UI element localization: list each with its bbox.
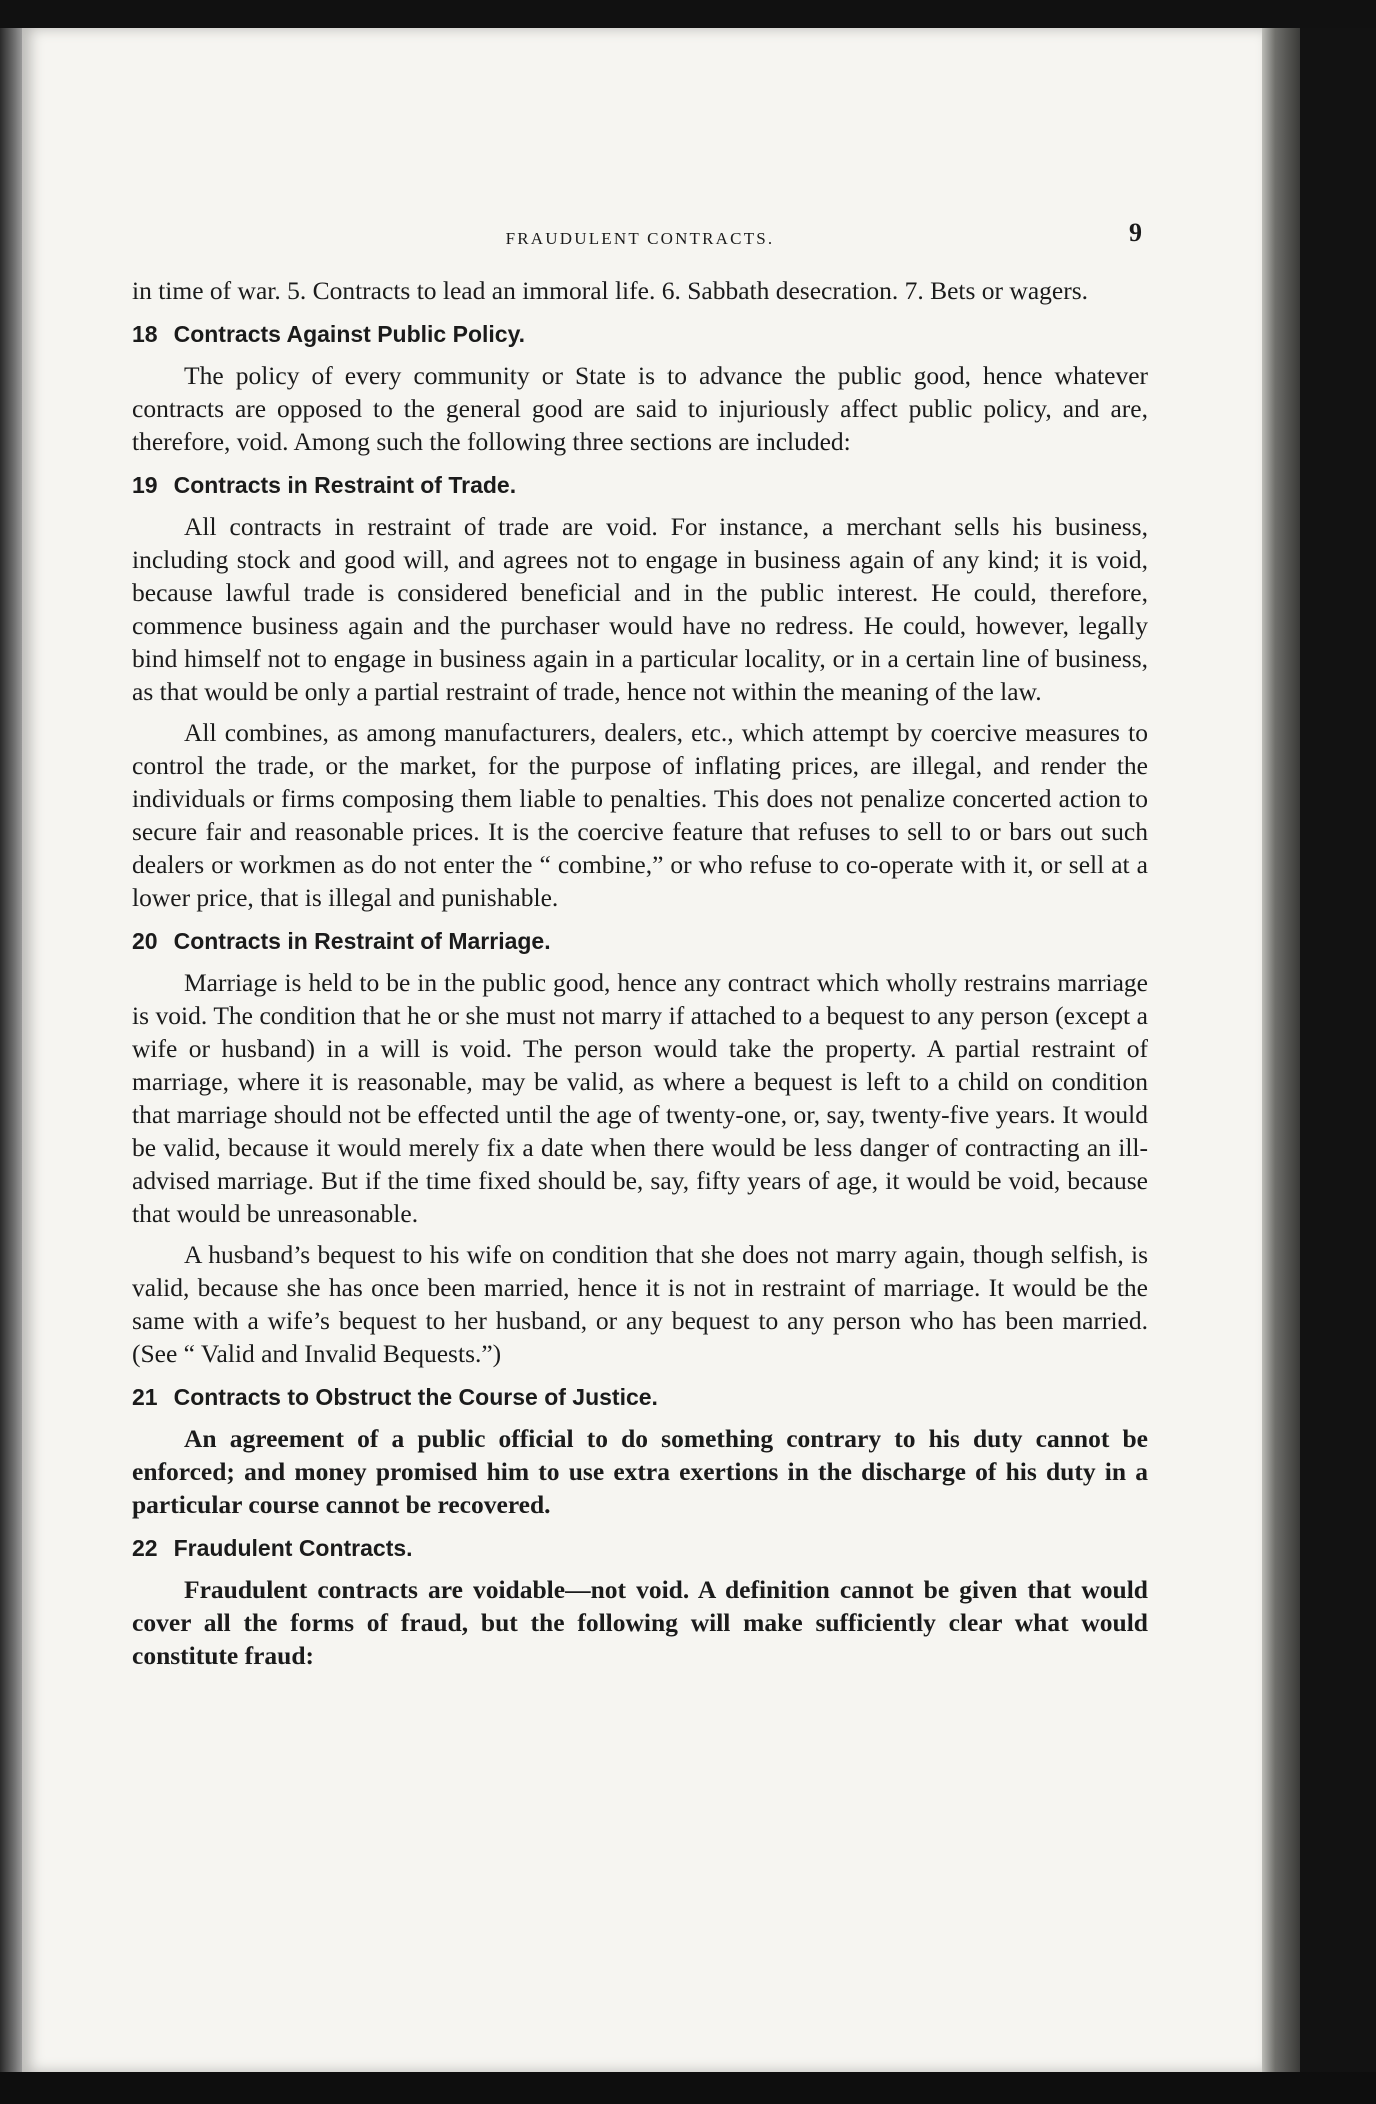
section-heading bbox=[132, 1382, 1148, 1412]
section-title: Contracts to Obstruct the Course of Justice. bbox=[173, 1384, 658, 1410]
page-edge-stack bbox=[1262, 28, 1300, 2072]
section-heading bbox=[132, 470, 1148, 500]
paragraph: in time of war. 5. Contracts to lead an immoral life. 6. Sabbath desecration. 7. Bets or wagers. bbox=[132, 276, 1089, 305]
paragraph: All combines, as among manufacturers, dealers, etc., which attempt by coercive measures to control the trade, or the market, for the purpose of inflating prices, are illegal, and render the individuals or firms composing them liable to penalties. This does not penalize concerted action to secure fair and reasonable prices. It is the coercive feature that refuses to sell to or bars out such dealers or workmen as do not enter the “ combine,” or who refuse to co-operate with it, or sell at a lower price, that is illegal and punishable. bbox=[132, 718, 1148, 912]
paragraph: The policy of every community or State is to advance the public good, hence whatever contracts are opposed to the general good are said to injuriously affect public policy, and are, therefore, void. Among such the following three sections are included: bbox=[132, 361, 1148, 456]
section-number: 22 bbox=[132, 1535, 158, 1561]
section-number: 20 bbox=[132, 928, 158, 954]
section-number: 18 bbox=[132, 321, 158, 347]
scan-background-bottom bbox=[0, 2072, 1376, 2104]
section-title: Contracts in Restraint of Marriage. bbox=[173, 928, 551, 954]
section-heading bbox=[132, 1533, 1148, 1563]
paragraph: A husband’s bequest to his wife on condition that she does not marry again, though selfish, is valid, because she has once been married, hence it is not in restraint of marriage. It would be the same with a wife’s bequest to her husband, or any bequest to any person who has been married. (See “ Valid and Invalid Bequests.”) bbox=[132, 1240, 1148, 1368]
scan-background-top bbox=[0, 0, 1376, 28]
page-content bbox=[132, 218, 1148, 1680]
section-heading bbox=[132, 926, 1148, 956]
paragraph: Marriage is held to be in the public good, hence any contract which wholly restrains marriage is void. The condition that he or she must not marry if attached to a bequest to any person (except a wife or husband) in a will is void. The person would take the property. A partial restraint of marriage, where it is reasonable, may be valid, as where a bequest is left to a child on condition that marriage should not be effected until the age of twenty-one, or, say, twenty-five years. It would be valid, because it would merely fix a date when there would be less danger of contracting an ill-advised marriage. But if the time fixed should be, say, fifty years of age, it would be void, because that would be unreasonable. bbox=[132, 968, 1148, 1228]
section-title: Fraudulent Contracts. bbox=[173, 1535, 413, 1561]
body-text bbox=[132, 274, 1148, 1672]
scan-background-right bbox=[1300, 28, 1376, 2072]
paragraph: Fraudulent contracts are voidable—not void. A definition cannot be given that would cover all the forms of fraud, but the following will make sufficiently clear what would constitute fraud: bbox=[132, 1575, 1148, 1670]
running-head bbox=[132, 218, 1148, 258]
section-title: Contracts in Restraint of Trade. bbox=[173, 472, 517, 498]
section-number: 19 bbox=[132, 472, 158, 498]
running-title: FRAUDULENT CONTRACTS. bbox=[505, 229, 775, 248]
section-heading bbox=[132, 319, 1148, 349]
paragraph: All contracts in restraint of trade are void. For instance, a merchant sells his business, including stock and good will, and agrees not to engage in business again of any kind; it is void, because lawful trade is considered beneficial and in the public interest. He could, therefore, commence business again and the purchaser would have no redress. He could, however, legally bind himself not to engage in business again in a particular locality, or in a certain line of business, as that would be only a partial restraint of trade, hence not within the meaning of the law. bbox=[132, 512, 1148, 706]
paragraph: An agreement of a public official to do something contrary to his duty cannot be enforced; and money promised him to use extra exertions in the discharge of his duty in a particular course cannot be recovered. bbox=[132, 1424, 1148, 1519]
page-number: 9 bbox=[1129, 218, 1142, 247]
section-title: Contracts Against Public Policy. bbox=[173, 321, 526, 347]
section-number: 21 bbox=[132, 1384, 158, 1410]
book-spine-shadow bbox=[0, 28, 22, 2072]
